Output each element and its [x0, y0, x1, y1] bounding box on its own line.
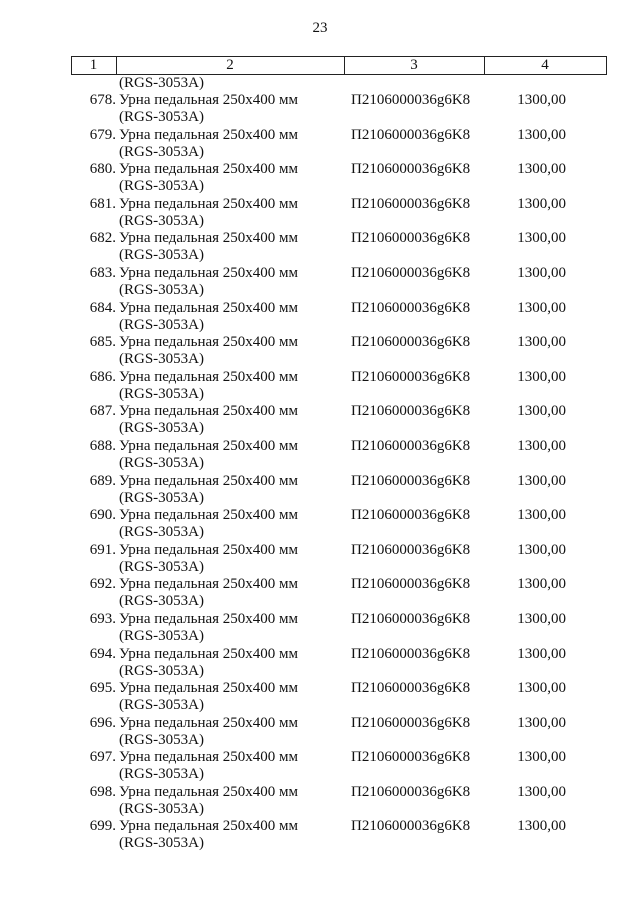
- item-code: П2106000036g6K8: [351, 437, 471, 454]
- header-divider: [116, 56, 117, 75]
- item-price: 1300,00: [517, 195, 566, 212]
- item-code: П2106000036g6K8: [351, 264, 471, 281]
- item-name: Урна педальная 250x400 мм: [119, 749, 299, 766]
- item-name: Урна педальная 250x400 мм: [119, 299, 299, 316]
- item-number: 678.: [89, 92, 116, 108]
- item-code: П2106000036g6K8: [351, 783, 471, 800]
- item-model: (RGS-3053A): [119, 143, 204, 160]
- item-price: 1300,00: [517, 92, 566, 108]
- item-name: Урна педальная 250x400 мм: [119, 783, 299, 800]
- item-price: 1300,00: [517, 472, 566, 489]
- item-code: П2106000036g6K8: [351, 680, 471, 697]
- item-name: Урна педальная 250x400 мм: [119, 472, 299, 489]
- table-row: [0, 334, 640, 369]
- item-model: (RGS-3053A): [119, 835, 204, 852]
- item-number: 688.: [89, 437, 116, 454]
- item-price: 1300,00: [517, 680, 566, 697]
- item-model: (RGS-3053A): [119, 558, 204, 575]
- item-model: (RGS-3053A): [119, 281, 204, 298]
- item-price: 1300,00: [517, 783, 566, 800]
- item-number: 694.: [89, 645, 116, 662]
- item-code: П2106000036g6K8: [351, 610, 471, 627]
- item-name: Урна педальная 250x400 мм: [119, 161, 299, 178]
- item-code: П2106000036g6K8: [351, 195, 471, 212]
- item-number: 697.: [89, 749, 116, 766]
- item-number: 692.: [89, 576, 116, 593]
- item-model: (RGS-3053A): [119, 800, 204, 817]
- continued-row: [0, 75, 640, 92]
- item-model: (RGS-3053A): [119, 247, 204, 264]
- item-code: П2106000036g6K8: [351, 576, 471, 593]
- table-header: [71, 56, 606, 75]
- item-model: (RGS-3053A): [119, 697, 204, 714]
- item-model: (RGS-3053A): [119, 524, 204, 541]
- table-row: [0, 230, 640, 265]
- header-col-2: 2: [226, 57, 234, 73]
- item-name: Урна педальная 250x400 мм: [119, 507, 299, 524]
- table-row: [0, 715, 640, 750]
- item-price: 1300,00: [517, 403, 566, 420]
- item-code: П2106000036g6K8: [351, 472, 471, 489]
- item-model: (RGS-3053A): [119, 489, 204, 506]
- item-code: П2106000036g6K8: [351, 507, 471, 524]
- item-number: 693.: [89, 610, 116, 627]
- header-divider: [344, 56, 345, 75]
- item-model: (RGS-3053A): [119, 627, 204, 644]
- item-price: 1300,00: [517, 368, 566, 385]
- item-name: Урна педальная 250x400 мм: [119, 126, 299, 143]
- table-row: [0, 784, 640, 819]
- table-row: [0, 161, 640, 196]
- item-code: П2106000036g6K8: [351, 818, 471, 835]
- item-price: 1300,00: [517, 645, 566, 662]
- item-name: Урна педальная 250x400 мм: [119, 437, 299, 454]
- item-price: 1300,00: [517, 818, 566, 835]
- header-col-4: 4: [541, 57, 549, 73]
- item-name: Урна педальная 250x400 мм: [119, 403, 299, 420]
- table-row: [0, 438, 640, 473]
- item-model: (RGS-3053A): [119, 351, 204, 368]
- item-name: Урна педальная 250x400 мм: [119, 610, 299, 627]
- item-model: (RGS-3053A): [119, 420, 204, 437]
- item-code: П2106000036g6K8: [351, 334, 471, 351]
- item-name: Урна педальная 250x400 мм: [119, 714, 299, 731]
- item-name: Урна педальная 250x400 мм: [119, 230, 299, 247]
- item-number: 682.: [89, 230, 116, 247]
- item-model: (RGS-3053A): [119, 731, 204, 748]
- item-code: П2106000036g6K8: [351, 161, 471, 178]
- table-row: [0, 369, 640, 404]
- item-code: П2106000036g6K8: [351, 230, 471, 247]
- header-divider: [606, 56, 607, 75]
- item-price: 1300,00: [517, 576, 566, 593]
- item-price: 1300,00: [517, 507, 566, 524]
- header-col-3: 3: [410, 57, 418, 73]
- item-name: Урна педальная 250x400 мм: [119, 680, 299, 697]
- item-name: Урна педальная 250x400 мм: [119, 92, 299, 108]
- item-name: Урна педальная 250x400 мм: [119, 334, 299, 351]
- item-model: (RGS-3053A): [119, 212, 204, 229]
- item-price: 1300,00: [517, 749, 566, 766]
- item-code: П2106000036g6K8: [351, 126, 471, 143]
- item-number: 696.: [89, 714, 116, 731]
- item-price: 1300,00: [517, 264, 566, 281]
- item-number: 681.: [89, 195, 116, 212]
- item-model: (RGS-3053A): [119, 593, 204, 610]
- item-price: 1300,00: [517, 437, 566, 454]
- item-model: (RGS-3053A): [119, 454, 204, 471]
- item-number: 685.: [89, 334, 116, 351]
- table-row: [0, 646, 640, 681]
- item-model: (RGS-3053A): [119, 178, 204, 195]
- item-name: Урна педальная 250x400 мм: [119, 645, 299, 662]
- item-price: 1300,00: [517, 610, 566, 627]
- item-number: 679.: [89, 126, 116, 143]
- item-price: 1300,00: [517, 126, 566, 143]
- item-code: П2106000036g6K8: [351, 541, 471, 558]
- header-col-1: 1: [89, 57, 98, 73]
- item-price: 1300,00: [517, 161, 566, 178]
- item-number: 683.: [89, 264, 116, 281]
- table-row: [0, 818, 640, 853]
- item-name: Урна педальная 250x400 мм: [119, 195, 299, 212]
- item-number: 689.: [89, 472, 116, 489]
- item-name: Урна педальная 250x400 мм: [119, 576, 299, 593]
- item-name: Урна педальная 250x400 мм: [119, 541, 299, 558]
- table-row: [0, 300, 640, 335]
- item-code: П2106000036g6K8: [351, 714, 471, 731]
- item-code: П2106000036g6K8: [351, 92, 471, 108]
- item-price: 1300,00: [517, 230, 566, 247]
- item-model: (RGS-3053A): [119, 316, 204, 333]
- item-number: 695.: [89, 680, 116, 697]
- item-price: 1300,00: [517, 299, 566, 316]
- table-row: [0, 576, 640, 611]
- item-price: 1300,00: [517, 334, 566, 351]
- item-number: 690.: [89, 507, 116, 524]
- item-name: Урна педальная 250x400 мм: [119, 264, 299, 281]
- item-code: П2106000036g6K8: [351, 749, 471, 766]
- item-name: Урна педальная 250x400 мм: [119, 818, 299, 835]
- header-divider: [71, 56, 72, 75]
- table-row: [0, 680, 640, 715]
- table-row: [0, 507, 640, 542]
- item-number: 684.: [89, 299, 116, 316]
- item-code: П2106000036g6K8: [351, 645, 471, 662]
- item-number: 680.: [89, 161, 116, 178]
- item-number: 691.: [89, 541, 116, 558]
- table-row: [0, 127, 640, 162]
- item-number: 686.: [89, 368, 116, 385]
- item-model: (RGS-3053A): [119, 662, 204, 679]
- item-number: 699.: [89, 818, 116, 835]
- item-model: (RGS-3053A): [119, 385, 204, 402]
- table-row: [0, 196, 640, 231]
- table-body: [0, 75, 640, 853]
- table-row: [0, 611, 640, 646]
- item-name: Урна педальная 250x400 мм: [119, 368, 299, 385]
- item-code: П2106000036g6K8: [351, 368, 471, 385]
- table-row: [0, 403, 640, 438]
- item-code: П2106000036g6K8: [351, 299, 471, 316]
- header-divider: [484, 56, 485, 75]
- item-model: (RGS-3053A): [119, 109, 204, 125]
- table-row: [0, 749, 640, 784]
- item-number: 698.: [89, 783, 116, 800]
- table-row: [0, 473, 640, 508]
- item-price: 1300,00: [517, 714, 566, 731]
- page-number: 23: [312, 20, 328, 36]
- table-row: [0, 92, 640, 127]
- item-code: П2106000036g6K8: [351, 403, 471, 420]
- table-row: [0, 542, 640, 577]
- item-price: 1300,00: [517, 541, 566, 558]
- item-number: 687.: [89, 403, 116, 420]
- table-row: [0, 265, 640, 300]
- item-model: (RGS-3053A): [119, 766, 204, 783]
- item-model: (RGS-3053A): [119, 75, 204, 91]
